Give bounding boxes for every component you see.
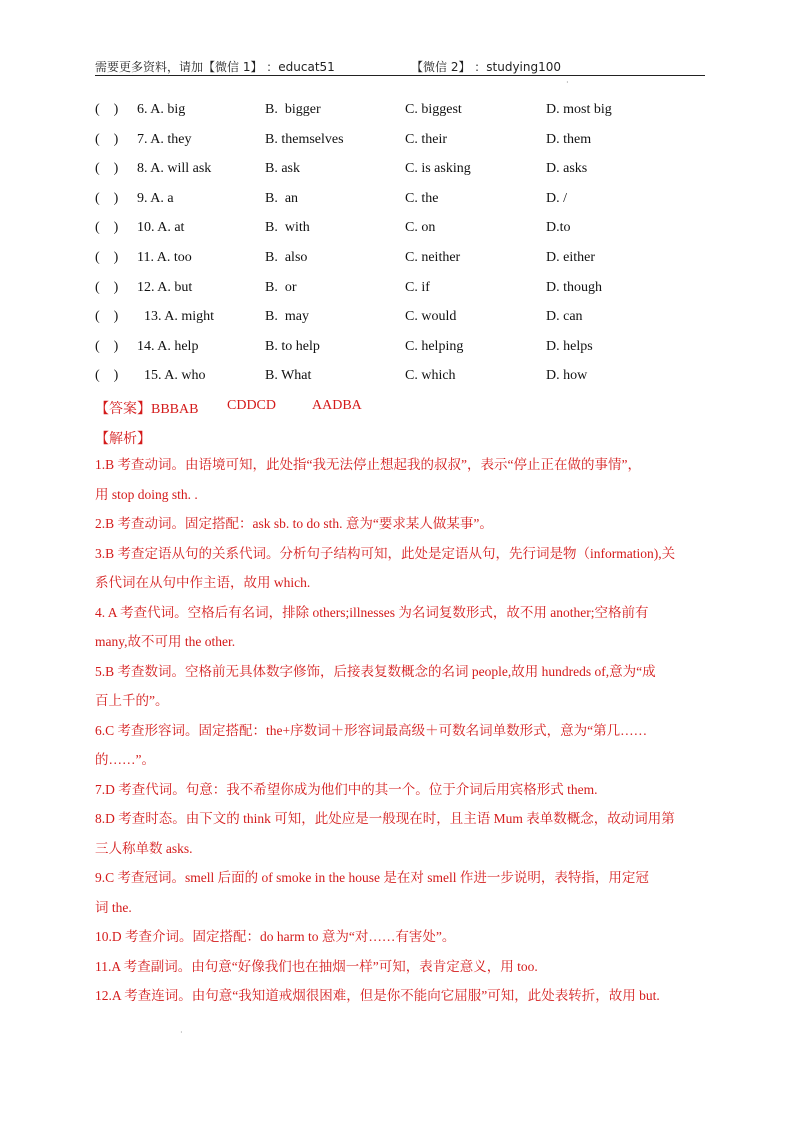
- option-a: 9. A. a: [137, 190, 174, 206]
- option-d: D. asks: [546, 161, 588, 177]
- option-d: D. helps: [546, 338, 593, 354]
- explanation-item: [95, 716, 707, 775]
- option-d: D. though: [546, 279, 602, 295]
- option-a: 11. A. too: [137, 250, 192, 265]
- answer-blank[interactable]: ( ): [95, 220, 119, 236]
- answer-blank[interactable]: ( ): [95, 368, 119, 384]
- option-c: C. biggest: [405, 102, 462, 117]
- option-d: D. most big: [546, 102, 612, 117]
- explanation-item: [95, 509, 707, 539]
- option-b: B. also: [265, 250, 308, 265]
- option-b: B. What: [265, 368, 312, 384]
- explanation-line: 1.B 考查动词。由语境可知，此处指“我无法停止想起我的叔叔”，表示“停止正在做的事情”，: [95, 457, 641, 472]
- explanation-line: 系代词在从句中作主语，故用 which.: [95, 575, 311, 590]
- option-a: 8. A. will ask: [137, 161, 212, 177]
- explanation-line: 5.B 考查数词。空格前无具体数字修饰，后接表复数概念的名词 people,故用 hundreds of,意为“成: [95, 663, 656, 679]
- explanation-item: [95, 981, 707, 1011]
- question-row: [95, 309, 715, 329]
- explanation-line: 用 stop doing sth. .: [95, 486, 198, 502]
- explanation-line: many,故不可用 the other.: [95, 634, 236, 649]
- option-d: D. can: [546, 309, 583, 325]
- option-c: C. helping: [405, 338, 464, 354]
- option-d: D. how: [546, 368, 588, 384]
- option-c: C. neither: [405, 250, 461, 265]
- option-a: 7. A. they: [137, 131, 192, 147]
- explanation-line: 10.D 考查介词。固定搭配：do harm to 意为“对……有害处”。: [95, 929, 456, 944]
- question-row: [95, 132, 715, 152]
- option-d: D. /: [546, 190, 567, 206]
- option-b: B. may: [265, 309, 309, 325]
- header-wechat-2: 【微信 2】 ：studying100: [411, 60, 562, 74]
- footer-dot: ·: [180, 1028, 183, 1037]
- question-row: [95, 368, 715, 388]
- explanation-item: [95, 775, 707, 805]
- option-d: D. them: [546, 131, 592, 147]
- option-b: B. bigger: [265, 102, 321, 117]
- option-a: 13. A. might: [137, 309, 215, 325]
- explanation-line: 9.C 考查冠词。smell 后面的 of smoke in the house 是在对 smell 作进一步说明，表特指，用定冠: [95, 870, 649, 885]
- explanation-line: 百上千的”。: [95, 693, 169, 708]
- explanation-item: [95, 863, 707, 922]
- explanation-item: [95, 450, 707, 509]
- option-b: B. with: [265, 220, 310, 236]
- option-c: C. is asking: [405, 161, 471, 177]
- explanation-line: 7.D 考查代词。句意：我不希望你成为他们中的其一个。位于介词后用宾格形式 them.: [95, 781, 598, 797]
- header-dot: ·: [566, 78, 569, 87]
- option-b: B. an: [265, 190, 299, 206]
- option-c: C. if: [405, 279, 430, 295]
- explanation-line: 11.A 考查副词。由句意“好像我们也在抽烟一样”可知，表肯定意义，用 too.: [95, 958, 538, 974]
- question-row: [95, 250, 715, 270]
- answer-blank[interactable]: ( ): [95, 250, 119, 265]
- explanation-line: 3.B 考查定语从句的关系代词。分析句子结构可知，此处是定语从句，先行词是物（information),关: [95, 545, 676, 561]
- option-c: C. the: [405, 190, 439, 206]
- explanation-line: 12.A 考查连词。由句意“我知道戒烟很困难，但是你不能向它屈服”可知，此处表转折，故用 but.: [95, 988, 660, 1003]
- explanation-item: [95, 922, 707, 952]
- answer-label: 【答案】BBBAB: [95, 402, 199, 417]
- answer-blank[interactable]: ( ): [95, 131, 119, 147]
- option-a: 6. A. big: [137, 102, 186, 117]
- question-row: [95, 102, 715, 122]
- question-row: [95, 191, 715, 211]
- answer-blank[interactable]: ( ): [95, 338, 119, 354]
- question-row: [95, 280, 715, 300]
- question-row: [95, 339, 715, 359]
- option-c: C. would: [405, 309, 457, 325]
- analysis-title: 【解析】: [95, 432, 151, 447]
- explanation-item: [95, 539, 707, 598]
- explanation-line: 三人称单数 asks.: [95, 840, 193, 856]
- explanation-line: 的……”。: [95, 752, 155, 767]
- option-b: B. or: [265, 279, 297, 295]
- option-a: 15. A. who: [137, 368, 206, 384]
- option-a: 10. A. at: [137, 220, 185, 236]
- answer-blank[interactable]: ( ): [95, 309, 119, 325]
- question-row: [95, 220, 715, 240]
- option-c: C. their: [405, 131, 447, 147]
- explanation-item: [95, 598, 707, 657]
- answer-blank[interactable]: ( ): [95, 190, 119, 206]
- explanation-line: 词 the.: [95, 899, 132, 915]
- answer-blank[interactable]: ( ): [95, 102, 119, 117]
- explanation-item: [95, 657, 707, 716]
- option-d: D. either: [546, 250, 595, 265]
- explanation-item: [95, 804, 707, 863]
- header-divider: [95, 75, 705, 76]
- option-c: C. which: [405, 368, 456, 384]
- option-b: B. themselves: [265, 131, 344, 147]
- explanation-line: 4. A 考查代词。空格后有名词，排除 others;illnesses 为名词复数形式，故不用 another;空格前有: [95, 604, 649, 620]
- explanation-line: 8.D 考查时态。由下文的 think 可知，此处应是一般现在时，且主语 Mum 表单数概念，故动词用第: [95, 811, 675, 826]
- option-b: B. ask: [265, 161, 300, 177]
- option-d: D.to: [546, 220, 571, 236]
- explanation-line: 2.B 考查动词。固定搭配：ask sb. to do sth. 意为“要求某人做某事”。: [95, 516, 493, 531]
- explanation-item: [95, 952, 707, 982]
- question-row: [95, 161, 715, 181]
- option-c: C. on: [405, 220, 436, 236]
- answer-blank[interactable]: ( ): [95, 279, 119, 295]
- option-b: B. to help: [265, 338, 320, 354]
- answer-group-3: AADBA: [312, 398, 362, 413]
- answer-group-2: CDDCD: [227, 398, 277, 413]
- answer-blank[interactable]: ( ): [95, 161, 119, 177]
- explanation-line: 6.C 考查形容词。固定搭配：the+序数词＋形容词最高级＋可数名词单数形式，意为“第几……: [95, 722, 648, 738]
- option-a: 14. A. help: [137, 338, 199, 354]
- option-a: 12. A. but: [137, 279, 193, 295]
- header-wechat-1: 需要更多资料，请加【微信 1】 ：educat51: [95, 60, 335, 74]
